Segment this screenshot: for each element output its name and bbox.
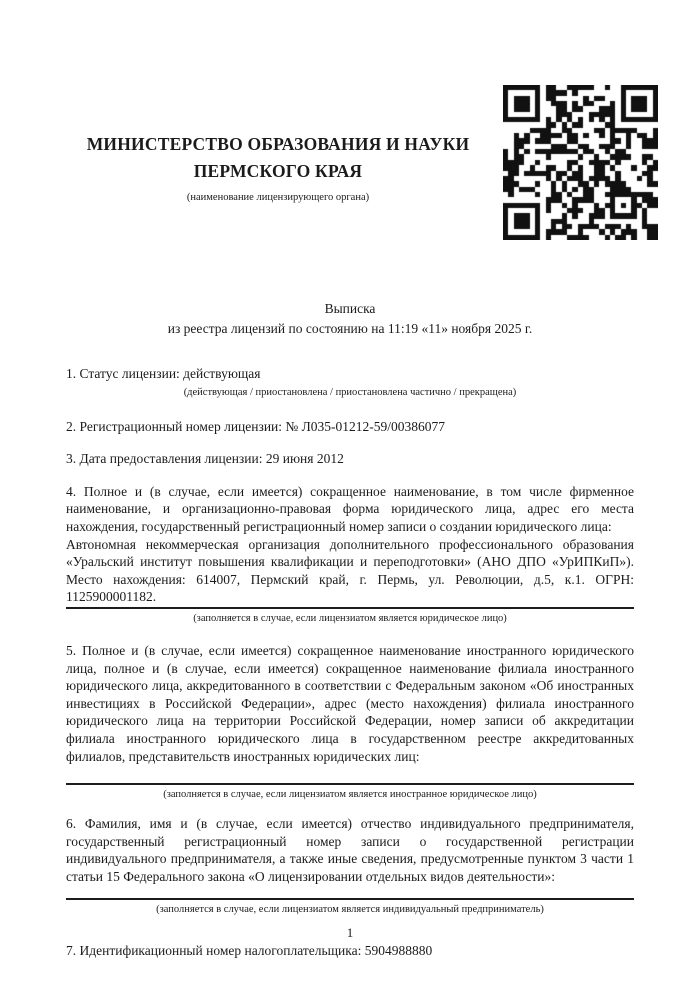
- document-title-line1: Выписка: [324, 301, 376, 316]
- section-foreign-entity: [66, 642, 634, 801]
- fill-in-rule: [66, 898, 634, 900]
- individual-entrepreneur-label: 6. Фамилия, имя и (в случае, если имеется) отчество индивидуального предпринимателя, государственный регистрационный номер записи о государственной регистрации индивидуального предпринимателя, а также иные сведения, предусмотренные пунктом 3 части 1 статьи 15 Федерального закона «О лицензировании отдельных видов деятельности»:: [66, 816, 634, 884]
- ministry-name-line1: МИНИСТЕРСТВО ОБРАЗОВАНИЯ И НАУКИ: [86, 134, 470, 154]
- section-license-status: [66, 365, 634, 399]
- registration-number-text: 2. Регистрационный номер лицензии: № Л035-01212-59/00386077: [66, 418, 446, 434]
- legal-entity-value: Автономная некоммерческая организация дополнительного профессионального образования «Уральский институт повышения квалификации и переподготовки» (АНО ДПО «УрИПКиП»). Место нахождения: 614007, Пермский край, г. Пермь, ул. Революции, д.5, к.1. ОГРН: 1125900001182.: [66, 536, 634, 605]
- section-individual-entrepreneur: [66, 815, 634, 916]
- qr-code-image: [503, 85, 658, 240]
- document-title: [66, 299, 634, 338]
- license-status-caption: (действующая / приостановлена / приостановлена частично / прекращена): [183, 386, 517, 398]
- foreign-entity-caption: (заполняется в случае, если лицензиатом является иностранное юридическое лицо): [163, 789, 537, 801]
- section-legal-entity: [66, 483, 634, 625]
- fill-in-rule: [66, 783, 634, 785]
- section-taxpayer-number: [66, 942, 634, 960]
- section-registration-number: [66, 418, 634, 436]
- license-date-text: 3. Дата предоставления лицензии: 29 июня 2012: [66, 451, 344, 467]
- ministry-name-line2: ПЕРМСКОГО КРАЯ: [193, 161, 363, 181]
- ministry-header: [66, 131, 490, 203]
- individual-entrepreneur-empty-value: [66, 885, 634, 897]
- section-license-date: [66, 450, 634, 468]
- ministry-name-caption: (наименование лицензирующего органа): [186, 192, 370, 203]
- foreign-entity-empty-value: [66, 765, 634, 782]
- individual-entrepreneur-caption: (заполняется в случае, если лицензиатом является индивидуальный предприниматель): [156, 904, 544, 916]
- page-number: 1: [346, 925, 354, 940]
- license-status-text: 1. Статус лицензии: действующая: [66, 366, 261, 381]
- foreign-entity-label: 5. Полное и (в случае, если имеется) сокращенное наименование иностранного юридического лица, полное и (в случае, если имеется) сокращенное наименование филиала иностранного юридического лица, аккредитованного в соответствии с Федеральным законом «Об иностранных инвестициях в Российской Федерации», адрес (место нахождения) филиала иностранного юридического лица на территории Российской Федерации, номер записи об аккредитации филиала иностранного юридического лица в государственном реестре аккредитованных филиалов, представительств иностранных юридических лиц:: [66, 642, 634, 764]
- fill-in-rule: [66, 607, 634, 609]
- legal-entity-caption: (заполняется в случае, если лицензиатом является юридическое лицо): [193, 612, 507, 624]
- taxpayer-number-text: 7. Идентификационный номер налогоплательщика: 5904988880: [66, 943, 433, 959]
- document-body: [66, 299, 634, 960]
- document-title-line2: из реестра лицензий по состоянию на 11:19 «11» ноября 2025 г.: [167, 320, 533, 336]
- legal-entity-label: 4. Полное и (в случае, если имеется) сокращенное наименование, в том числе фирменное наименование, и организационно-правовая форма юридического лица, адрес его места нахождения, государственный регистрационный номер записи о создании юридического лица:: [66, 483, 634, 534]
